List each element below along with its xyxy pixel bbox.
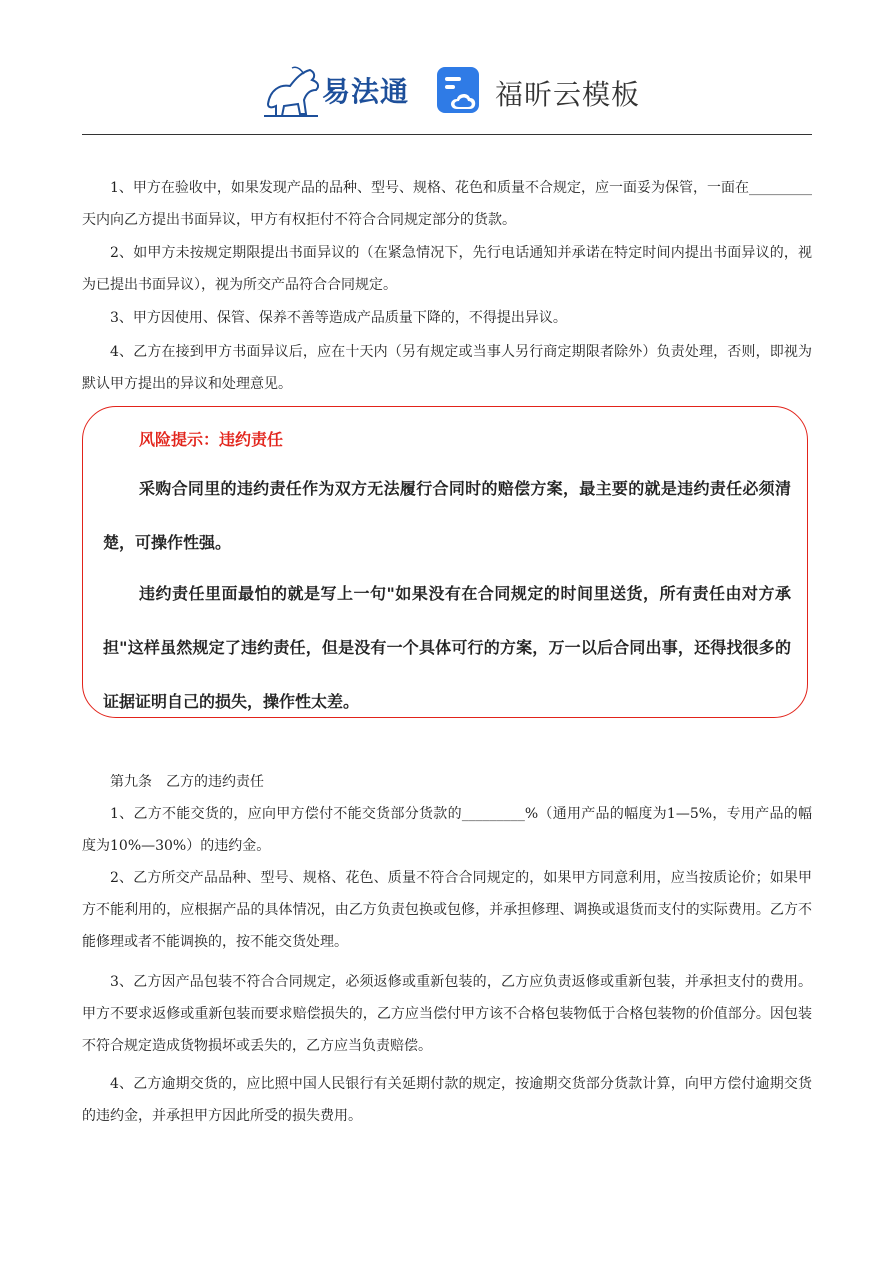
- fuxin-logo: [435, 65, 645, 120]
- article-heading: 第九条 乙方的违约责任: [110, 774, 264, 790]
- clause-paragraph-2: 2、如甲方未按规定期限提出书面异议的（在紧急情况下，先行电话通知并承诺在特定时间内提出书面异议的，视为已提出书面异议），视为所交产品符合合同规定。: [82, 245, 812, 293]
- cloud-document-icon: [435, 65, 483, 115]
- yifatong-logo-text: 易法通: [322, 75, 410, 108]
- clause-paragraph-3: 3、甲方因使用、保管、保养不善等造成产品质量下降的，不得提出异议。: [110, 310, 567, 326]
- risk-notice-paragraph-1: 采购合同里的违约责任作为双方无法履行合同时的赔偿方案，最主要的就是违约责任必须清楚，可操作性强。: [103, 479, 791, 552]
- article-item-2: 2、乙方所交产品品种、型号、规格、花色、质量不符合合同规定的，如果甲方同意利用，应当按质论价；如果甲方不能利用的，应根据产品的具体情况，由乙方负责包换或包修，并承担修理、调换或退货而支付的实际费用。乙方不能修理或者不能调换的，按不能交货处理。: [82, 870, 812, 950]
- article-item-3: 3、乙方因产品包装不符合合同规定，必须返修或重新包装的，乙方应负责返修或重新包装，并承担支付的费用。甲方不要求返修或重新包装而要求赔偿损失的，乙方应当偿付甲方该不合格包装物低于合格包装物的价值部分。因包装不符合规定造成货物损坏或丢失的，乙方应当负责赔偿。: [82, 974, 812, 1054]
- clause-paragraph-4: 4、乙方在接到甲方书面异议后，应在十天内（另有规定或当事人另行商定期限者除外）负责处理，否则，即视为默认甲方提出的异议和处理意见。: [82, 344, 812, 392]
- article-item-4: 4、乙方逾期交货的，应比照中国人民银行有关延期付款的规定，按逾期交货部分货款计算，向甲方偿付逾期交货的违约金，并承担甲方因此所受的损失费用。: [82, 1076, 812, 1124]
- horse-icon: [260, 60, 322, 120]
- risk-notice-box: [82, 406, 808, 718]
- fuxin-logo-text: 福昕云模板: [495, 78, 641, 111]
- header-divider: [82, 134, 812, 135]
- page-header: [82, 40, 812, 135]
- risk-notice-title: 风险提示：违约责任: [139, 430, 284, 449]
- risk-notice-paragraph-2: 违约责任里面最怕的就是写上一句"如果没有在合同规定的时间里送货，所有责任由对方承担"这样虽然规定了违约责任，但是没有一个具体可行的方案，万一以后合同出事，还得找很多的证据证明自己的损失，操作性太差。: [103, 584, 791, 711]
- article-item-1: 1、乙方不能交货的，应向甲方偿付不能交货部分货款的_________%（通用产品的幅度为1—5%，专用产品的幅度为10%—30%）的违约金。: [82, 806, 812, 854]
- clause-paragraph-1: 1、甲方在验收中，如果发现产品的品种、型号、规格、花色和质量不合规定，应一面妥为保管，一面在_________天内向乙方提出书面异议，甲方有权拒付不符合合同规定部分的货款。: [82, 180, 812, 228]
- yifatong-logo: [260, 60, 420, 120]
